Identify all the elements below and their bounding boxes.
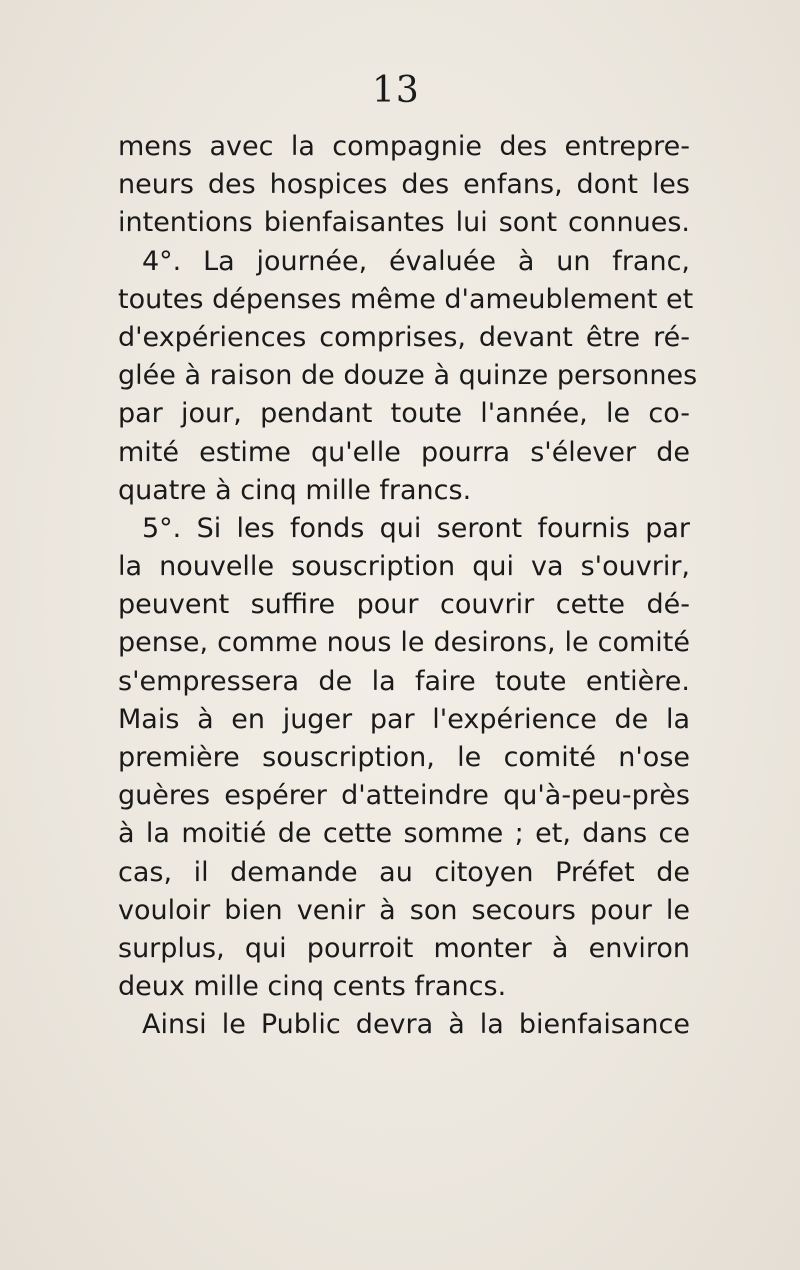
text-line: mens avec la compagnie des entrepre- bbox=[118, 131, 690, 162]
text-line: peuvent suffire pour couvrir cette dé- bbox=[118, 589, 690, 621]
text-line: par jour, pendant toute l'année, le co- bbox=[118, 398, 690, 430]
text-line: à la moitié de cette somme ; et, dans ce bbox=[118, 818, 690, 850]
paragraph-start-line: 4°. La journée, évaluée à un franc, bbox=[142, 245, 690, 277]
paragraph-end-line: quatre à cinq mille francs. bbox=[118, 474, 472, 506]
text-line: pense, comme nous le desirons, le comité bbox=[118, 627, 690, 659]
text-line: cas, il demande au citoyen Préfet de bbox=[118, 856, 690, 888]
text-line: neurs des hospices des enfans, dont les bbox=[118, 169, 690, 201]
paragraph-end-line: deux mille cinq cents francs. bbox=[118, 971, 507, 1003]
text-line: s'empressera de la faire toute entière. bbox=[118, 665, 690, 697]
text-line: vouloir bien venir à son secours pour le bbox=[118, 894, 690, 926]
page-number: 13 bbox=[372, 70, 420, 111]
text-line: première souscription, le comité n'ose bbox=[118, 742, 690, 773]
text-line: guères espérer d'atteindre qu'à-peu-près bbox=[118, 780, 690, 812]
paragraph-start-line: 5°. Si les fonds qui seront fournis par bbox=[142, 512, 690, 544]
text-line: glée à raison de douze à quinze personnes bbox=[118, 360, 698, 392]
body-text bbox=[118, 128, 698, 1045]
paragraph-start-line: Ainsi le Public devra à la bienfaisance bbox=[142, 1009, 690, 1041]
text-line: mité estime qu'elle pourra s'élever de bbox=[118, 436, 690, 468]
text-line: toutes dépenses même d'ameublement et bbox=[118, 283, 694, 315]
text-line: d'expériences comprises, devant être ré- bbox=[118, 321, 690, 353]
text-line: surplus, qui pourroit monter à environ bbox=[118, 932, 690, 964]
text-line: Mais à en juger par l'expérience de la bbox=[118, 703, 690, 735]
text-line: intentions bienfaisantes lui sont connues. bbox=[118, 207, 690, 239]
text-line: la nouvelle souscription qui va s'ouvrir, bbox=[118, 551, 690, 583]
